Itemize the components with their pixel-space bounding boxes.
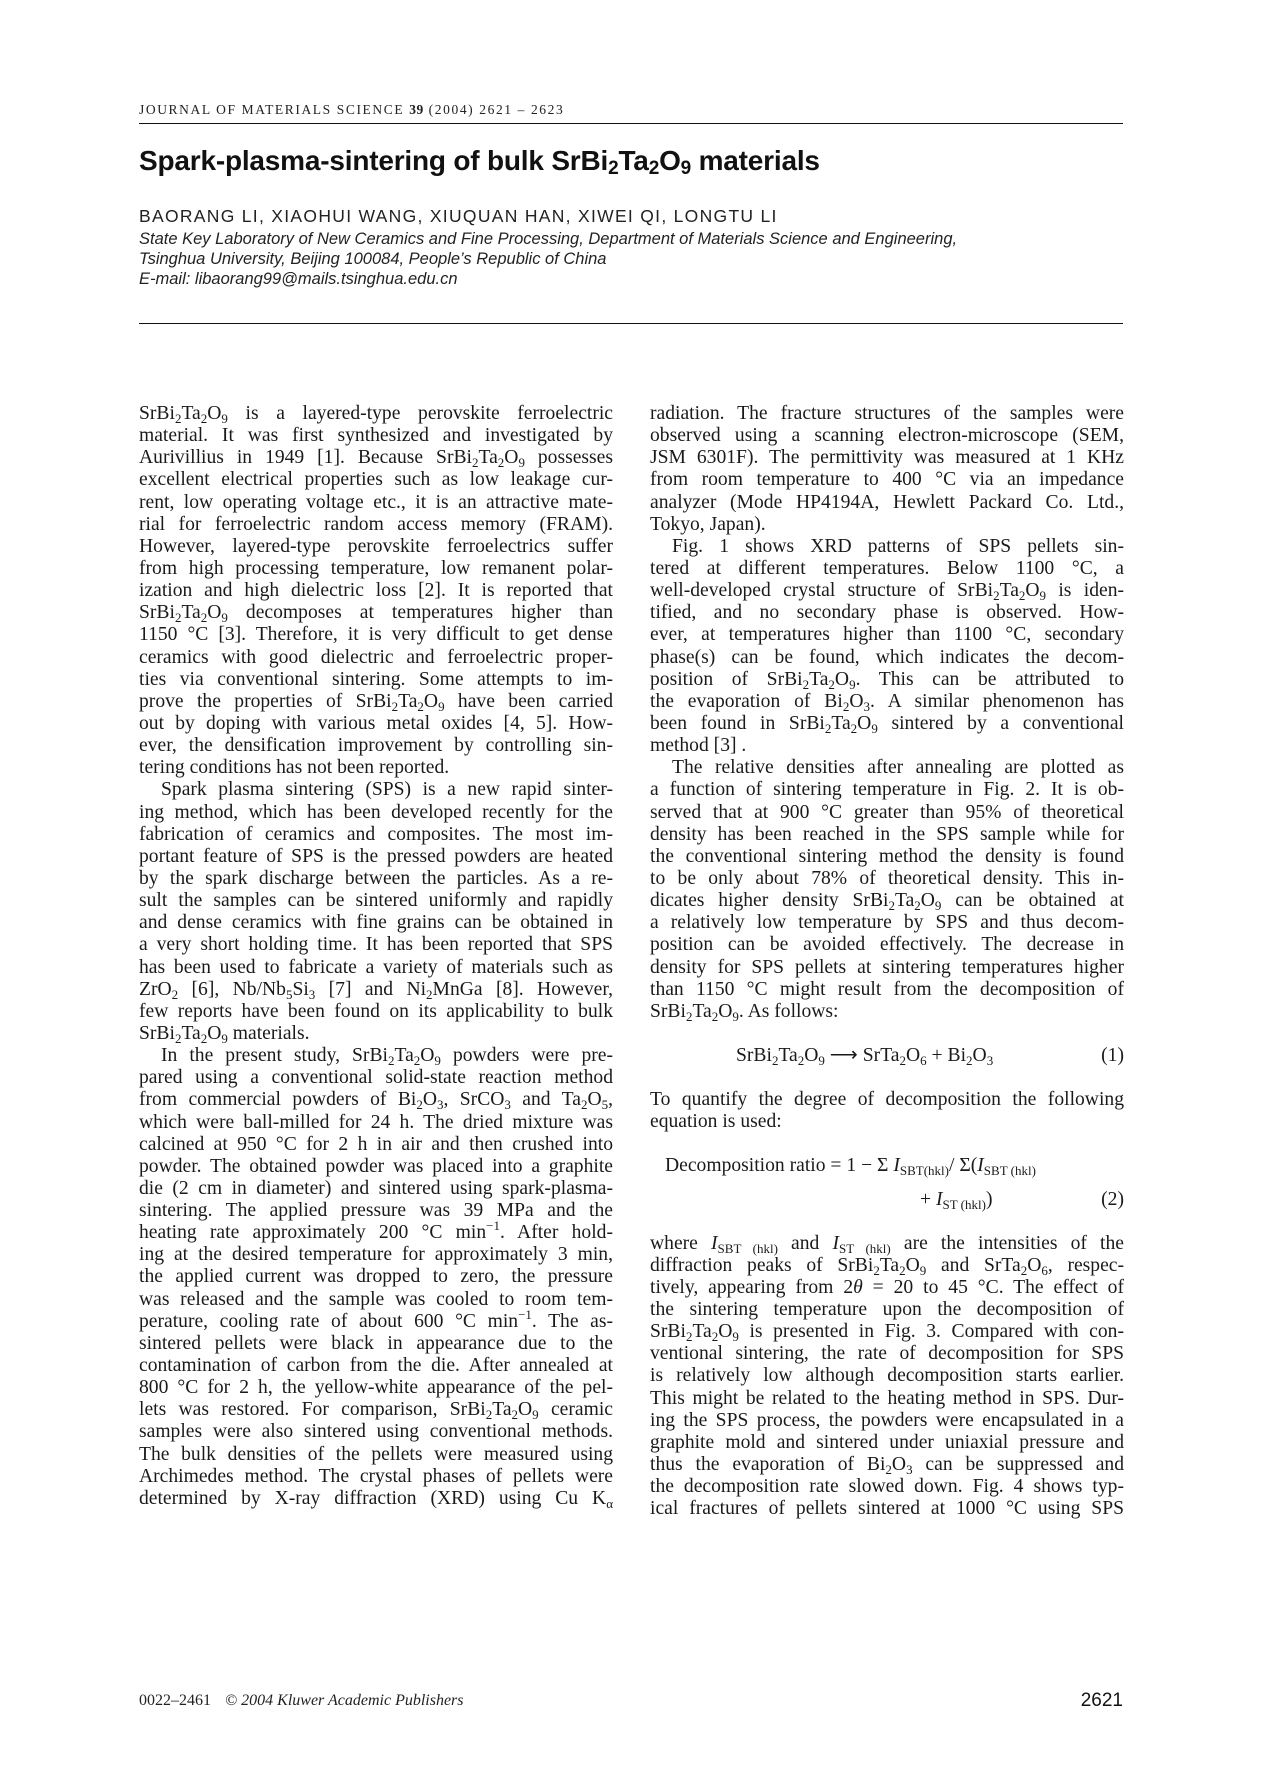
text-line: radiation. The fracture structures of the samples were [650, 403, 1124, 424]
equation-body: + $I_{ST (hkl)}$) [920, 1188, 993, 1212]
header-rule [139, 123, 1123, 124]
text-line: fabrication of ceramics and composites. The most im- [139, 823, 613, 845]
text-line: method [3] . [650, 735, 747, 757]
text-line: a function of sintering temperature in Fig. 2. It is ob- [650, 779, 1124, 801]
text-line: JSM 6301F). The permittivity was measured at 1 KHz [650, 447, 1124, 469]
text-line: perature, cooling rate of about 600 °C $\min^{-1}$. The as- [139, 1306, 613, 1332]
text-line: $SrBi_2Ta_2O_9$ materials. [139, 1022, 310, 1046]
text-line: tering conditions has not been reported. [139, 757, 450, 779]
text-line: ceramics with good dielectric and ferroelectric proper- [139, 646, 613, 668]
text-line: position of $SrBi_2Ta_2O_9$. This can be attributed to [650, 668, 1124, 692]
text-line: excellent electrical properties such as low leakage cur- [139, 469, 613, 491]
equation [650, 1155, 1124, 1177]
page-number: 2621 [1080, 1690, 1123, 1711]
text-line: diffraction peaks of $SrBi_2Ta_2O_9$ and $SrTa_2O_6$, respec- [650, 1254, 1125, 1278]
journal-volume: 39 [409, 102, 424, 117]
text-line: ing the SPS process, the powders were encapsulated in a [650, 1409, 1124, 1431]
text-line: from high processing temperature, low remanent polar- [139, 557, 613, 579]
text-line: ties via conventional sintering. Some attempts to im- [139, 668, 613, 690]
text-line: Spark plasma sintering (SPS) is a new rapid sinter- [161, 779, 613, 801]
equation [650, 1189, 1124, 1211]
text-line: equation is used: [650, 1111, 782, 1133]
issn: 0022–2461 [139, 1692, 211, 1709]
text-line: ever, the densification improvement by controlling sin- [139, 735, 613, 757]
text-line: than 1150 °C might result from the decomposition of [650, 978, 1124, 1000]
text-line: tified, and no secondary phase is observed. How- [650, 602, 1124, 624]
equation-body: $SrBi_2Ta_2O_9$ ⟶ $SrTa_2O_6 + Bi_2O_3$ [736, 1044, 994, 1068]
text-line: graphite mold and sintered under uniaxial pressure and [650, 1431, 1124, 1453]
text-line: dicates higher density $SrBi_2Ta_2O_9$ can be obtained at [650, 890, 1125, 914]
text-line: sintering. The applied pressure was 39 MPa and the [139, 1200, 613, 1222]
text-line: die (2 cm in diameter) and sintered using spark-plasma- [139, 1177, 613, 1199]
text-line: density has been reached in the SPS sample while for [650, 823, 1124, 845]
text-line: out by doping with various metal oxides [4, 5]. How- [139, 712, 613, 734]
text-line: To quantify the degree of decomposition the following [650, 1089, 1124, 1111]
spacer [650, 1178, 1124, 1189]
affiliation [139, 229, 1123, 289]
text-line: a relatively low temperature by SPS and thus decom- [650, 912, 1124, 934]
running-head [139, 102, 1123, 118]
text-line: from room temperature to 400 °C via an impedance [650, 469, 1124, 491]
text-line: been found in $SrBi_2Ta_2O_9$ sintered by a conventional [650, 712, 1124, 736]
text-line: ical fractures of pellets sintered at 1000 °C using SPS [650, 1498, 1124, 1520]
equation-number: (1) [1101, 1044, 1124, 1066]
text-line: samples were also sintered using conventional methods. [139, 1421, 613, 1443]
text-line: The bulk densities of the pellets were measured using [139, 1443, 613, 1465]
journal-name: JOURNAL OF MATERIALS SCIENCE [139, 102, 405, 117]
journal-year-pages: (2004) 2621 – 2623 [428, 102, 565, 117]
text-line: $SrBi_2Ta_2O_9$ is a layered-type perovskite ferroelectric [139, 403, 613, 426]
text-line: observed using a scanning electron-microscope (SEM, [650, 425, 1124, 447]
email-line: E-mail: libaorang99@mails.tsinghua.edu.cn [139, 270, 458, 288]
text-line: density for SPS pellets at sintering temperatures higher [650, 956, 1124, 978]
text-line: calcined at 950 °C for 2 h in air and then crushed into [139, 1133, 613, 1155]
text-line: The relative densities after annealing are plotted as [672, 757, 1124, 779]
text-line: portant feature of SPS is the pressed powders are heated [139, 845, 613, 867]
text-line: phase(s) can be found, which indicates the decom- [650, 646, 1124, 668]
article-title: Spark-plasma-sintering of bulk $SrBi_2Ta_2O_9$ materials [139, 145, 820, 179]
affiliation-line: State Key Laboratory of New Ceramics and Fine Processing, Department of Materials Science and Engineering, [139, 230, 958, 248]
text-line: This might be related to the heating method in SPS. Dur- [650, 1387, 1124, 1409]
text-line: from commercial powders of $Bi_2O_3$, SrCO$_3$ and $Ta_2O_5$, [139, 1089, 613, 1113]
text-line: is relatively low although decomposition starts earlier. [650, 1365, 1124, 1387]
text-line: the conventional sintering method the density is found [650, 845, 1124, 867]
text-line: contamination of carbon from the die. After annealed at [139, 1355, 613, 1377]
affiliation-line: Tsinghua University, Beijing 100084, People’s Republic of China [139, 250, 607, 268]
body-column-right [650, 403, 1124, 1520]
text-line: lets was restored. For comparison, $SrBi_2Ta_2O_9$ ceramic [139, 1399, 613, 1423]
footer-issn [139, 1692, 464, 1710]
text-line: position can be avoided effectively. The decrease in [650, 934, 1124, 956]
text-line: However, layered-type perovskite ferroelectrics suffer [139, 535, 613, 557]
equation-body: Decomposition ratio = 1 − Σ $I_{SBT(hkl)}/$ $\Sigma(I_{SBT (hkl)}$ [665, 1155, 1036, 1179]
text-line: Fig. 1 shows XRD patterns of SPS pellets sin- [672, 535, 1124, 557]
text-line: In the present study, $SrBi_2Ta_2O_9$ powders were pre- [161, 1045, 613, 1069]
text-line: rent, low operating voltage etc., it is an attractive mate- [139, 491, 613, 513]
text-line: ever, at temperatures higher than 1100 °C, secondary [650, 624, 1124, 646]
text-line: material. It was first synthesized and investigated by [139, 425, 613, 447]
text-line: rial for ferroelectric random access memory (FRAM). [139, 513, 613, 535]
text-line: determined by X-ray diffraction (XRD) using Cu $K_\alpha$ [139, 1487, 613, 1511]
text-line: the decomposition rate slowed down. Fig. 4 shows typ- [650, 1476, 1124, 1498]
spacer [650, 1067, 1124, 1089]
text-line: well-developed crystal structure of $SrBi_2Ta_2O_9$ is iden- [650, 580, 1125, 604]
text-line: has been used to fabricate a variety of materials such as [139, 956, 613, 978]
spacer [650, 1211, 1124, 1233]
text-line: served that at 900 °C greater than 95% of theoretical [650, 801, 1124, 823]
text-line: powder. The obtained powder was placed into a graphite [139, 1155, 613, 1177]
text-line: to be only about 78% of theoretical density. This in- [650, 867, 1124, 889]
text-line: thus the evaporation of $Bi_2O_3$ can be suppressed and [650, 1454, 1124, 1478]
text-line: prove the properties of $SrBi_2Ta_2O_9$ have been carried [139, 690, 613, 714]
text-line: ZrO$_2$ [6], $Nb/Nb_5Si_3$ [7] and $Ni_2MnGa$ [8]. However, [139, 978, 613, 1002]
equation [650, 1045, 1124, 1067]
spacer [650, 1023, 1124, 1045]
spacer [650, 1133, 1124, 1155]
text-line: where $I_{SBT (hkl)}$ and $I_{ST (hkl)}$ are the intensities of the [650, 1232, 1124, 1256]
text-line: the applied current was dropped to zero, the pressure [139, 1266, 613, 1288]
text-line: $SrBi_2Ta_2O_9$ decomposes at temperatures higher than [139, 602, 613, 626]
text-line: tered at different temperatures. Below 1100 °C, a [650, 557, 1124, 579]
text-line: a very short holding time. It has been reported that SPS [139, 934, 613, 956]
text-line: few reports have been found on its applicability to bulk [139, 1000, 613, 1022]
text-line: analyzer (Mode HP4194A, Hewlett Packard Co. Ltd., [650, 491, 1124, 513]
text-line: Tokyo, Japan). [650, 513, 766, 535]
text-line: sult the samples can be sintered uniformly and rapidly [139, 890, 613, 912]
text-line: Aurivillius in 1949 [1]. Because $SrBi_2Ta_2O_9$ possesses [139, 447, 613, 471]
text-line: ing method, which has been developed recently for the [139, 801, 613, 823]
text-line: and dense ceramics with fine grains can be obtained in [139, 912, 613, 934]
body-column-left [139, 403, 613, 1510]
text-line: $SrBi_2Ta_2O_9$. As follows: [650, 1000, 839, 1024]
text-line: ing at the desired temperature for approximately 3 min, [139, 1244, 613, 1266]
text-line: $SrBi_2Ta_2O_9$ is presented in Fig. 3. Compared with con- [650, 1321, 1124, 1345]
text-line: heating rate approximately 200 °C $\min^{-1}$. After hold- [139, 1218, 613, 1244]
text-line: was released and the sample was cooled to room tem- [139, 1288, 613, 1310]
text-line: the evaporation of $Bi_2O_3$. A similar phenomenon has [650, 690, 1124, 714]
text-line: pared using a conventional solid-state reaction method [139, 1067, 613, 1089]
text-line: ization and high dielectric loss [2]. It is reported that [139, 580, 613, 602]
text-line: which were ball-milled for 24 h. The dried mixture was [139, 1111, 613, 1133]
publisher-copyright: © 2004 Kluwer Academic Publishers [225, 1692, 464, 1709]
text-line: by the spark discharge between the particles. As a re- [139, 867, 613, 889]
abstract-rule [139, 323, 1123, 324]
equation-number: (2) [1101, 1188, 1124, 1210]
text-line: sintered pellets were black in appearance due to the [139, 1332, 613, 1354]
text-line: 1150 °C [3]. Therefore, it is very difficult to get dense [139, 624, 613, 646]
author-list: BAORANG LI, XIAOHUI WANG, XIUQUAN HAN, XIWEI QI, LONGTU LI [139, 206, 778, 226]
text-line: the sintering temperature upon the decomposition of [650, 1299, 1124, 1321]
text-line: 800 °C for 2 h, the yellow-white appearance of the pel- [139, 1377, 613, 1399]
text-line: Archimedes method. The crystal phases of pellets were [139, 1465, 613, 1487]
text-line: ventional sintering, the rate of decomposition for SPS [650, 1343, 1124, 1365]
text-line: tively, appearing from 2θ = 20 to 45 °C. The effect of [650, 1276, 1124, 1298]
